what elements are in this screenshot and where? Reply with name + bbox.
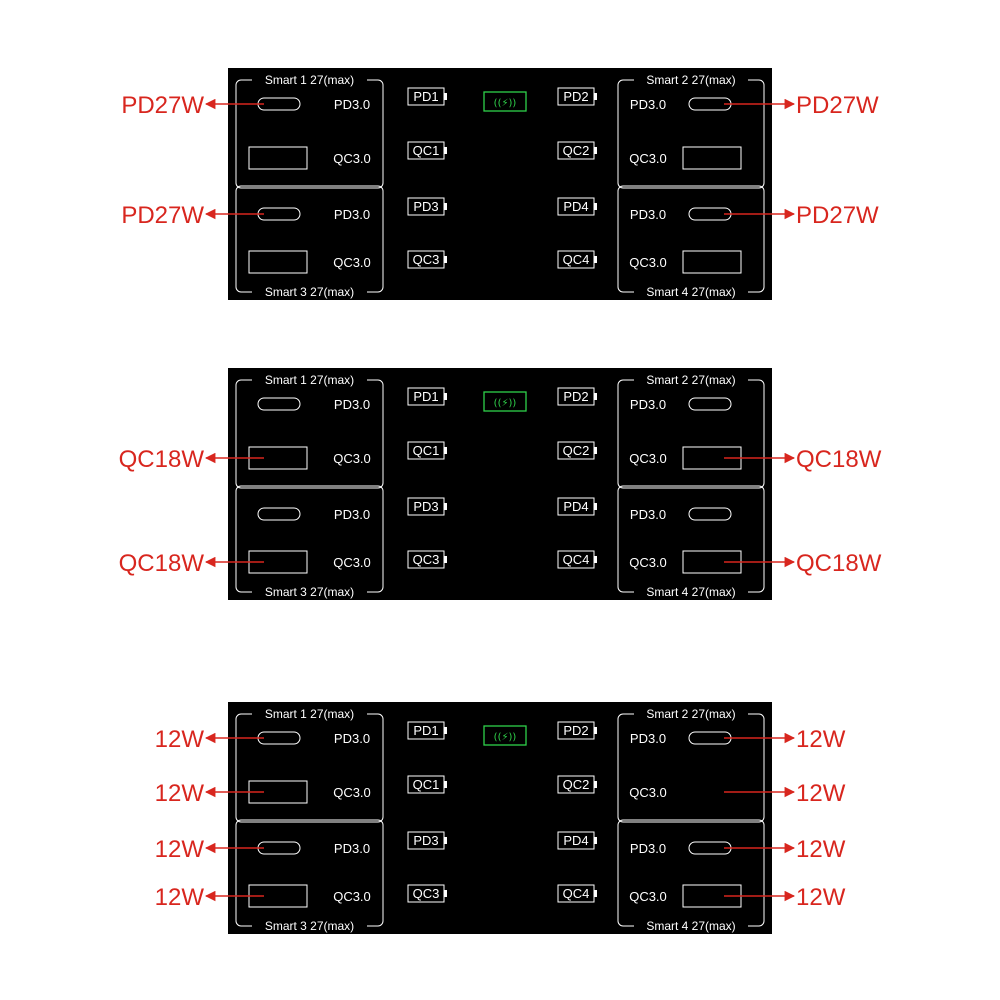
port-label-r2: QC3.0 <box>629 785 667 800</box>
port-label-r2: QC3.0 <box>629 451 667 466</box>
port-label-l3: PD3.0 <box>333 207 371 222</box>
battery-tip <box>594 447 597 454</box>
smart4-label: Smart 4 27(max) <box>646 285 736 299</box>
battery-tip <box>594 837 597 844</box>
indicator-qc1: QC1 <box>412 143 440 158</box>
port-label-r1: PD3.0 <box>629 731 667 746</box>
indicator-pd2: PD2 <box>563 389 589 404</box>
battery-tip <box>594 556 597 563</box>
port-label-l1: PD3.0 <box>333 97 371 112</box>
battery-tip <box>594 890 597 897</box>
battery-tip <box>444 503 447 510</box>
battery-tip <box>444 147 447 154</box>
indicator-qc4: QC4 <box>562 886 590 901</box>
indicator-qc3: QC3 <box>412 552 440 567</box>
battery-tip <box>444 556 447 563</box>
indicator-pd2: PD2 <box>563 89 589 104</box>
panel-2 <box>119 368 882 600</box>
port-label-r2: QC3.0 <box>629 151 667 166</box>
port-label-l4: QC3.0 <box>333 555 371 570</box>
smart3-label: Smart 3 27(max) <box>264 919 355 933</box>
indicator-qc4: QC4 <box>562 552 590 567</box>
indicator-pd1: PD1 <box>413 723 439 738</box>
port-label-l4: QC3.0 <box>333 255 371 270</box>
battery-tip <box>594 93 597 100</box>
port-label-r4: QC3.0 <box>629 889 667 904</box>
port-label-r4: QC3.0 <box>629 555 667 570</box>
indicator-pd2: PD2 <box>563 723 589 738</box>
panel-3 <box>155 702 846 934</box>
battery-tip <box>594 781 597 788</box>
port-label-r3: PD3.0 <box>629 841 667 856</box>
port-label-l2: QC3.0 <box>333 785 371 800</box>
callout-l4: 12W <box>154 884 204 911</box>
battery-tip <box>594 503 597 510</box>
smart3-label: Smart 3 27(max) <box>264 285 355 299</box>
indicator-pd3: PD3 <box>413 499 439 514</box>
callout-r2: 12W <box>796 780 846 807</box>
panel-1 <box>121 68 879 300</box>
indicator-pd4: PD4 <box>563 499 589 514</box>
callout-r1: PD27W <box>796 92 879 119</box>
indicator-qc1: QC1 <box>412 777 440 792</box>
battery-tip <box>444 203 447 210</box>
battery-tip <box>594 256 597 263</box>
callout-r3: 12W <box>796 836 846 863</box>
smart1-label: Smart 1 27(max) <box>264 707 355 721</box>
smart2-label: Smart 2 27(max) <box>646 707 736 721</box>
battery-tip <box>444 781 447 788</box>
battery-tip <box>444 256 447 263</box>
port-label-r3: PD3.0 <box>629 507 667 522</box>
battery-tip <box>444 727 447 734</box>
smart4-label: Smart 4 27(max) <box>646 919 736 933</box>
battery-tip <box>594 147 597 154</box>
battery-tip <box>594 727 597 734</box>
indicator-qc2: QC2 <box>562 143 590 158</box>
callout-r4: 12W <box>796 884 846 911</box>
smart1-label: Smart 1 27(max) <box>264 73 355 87</box>
wireless-symbol: ((⚡)) <box>493 398 517 409</box>
battery-tip <box>444 393 447 400</box>
port-label-r4: QC3.0 <box>629 255 667 270</box>
smart2-label: Smart 2 27(max) <box>646 373 736 387</box>
callout-l2: QC18W <box>118 446 204 473</box>
indicator-qc2: QC2 <box>562 777 590 792</box>
smart2-label: Smart 2 27(max) <box>646 73 736 87</box>
port-label-l4: QC3.0 <box>333 889 371 904</box>
battery-tip <box>594 203 597 210</box>
callout-r1: 12W <box>796 726 846 753</box>
indicator-qc2: QC2 <box>562 443 590 458</box>
battery-tip <box>444 93 447 100</box>
port-label-r1: PD3.0 <box>629 397 667 412</box>
smart4-label: Smart 4 27(max) <box>646 585 736 599</box>
port-label-l3: PD3.0 <box>333 507 371 522</box>
indicator-pd4: PD4 <box>563 199 589 214</box>
indicator-qc1: QC1 <box>412 443 440 458</box>
indicator-pd3: PD3 <box>413 833 439 848</box>
port-label-l3: PD3.0 <box>333 841 371 856</box>
port-label-r3: PD3.0 <box>629 207 667 222</box>
callout-r2: QC18W <box>796 446 882 473</box>
callout-l1: 12W <box>154 726 204 753</box>
callout-r4: QC18W <box>796 550 882 577</box>
battery-tip <box>594 393 597 400</box>
smart1-label: Smart 1 27(max) <box>264 373 355 387</box>
port-label-l1: PD3.0 <box>333 731 371 746</box>
indicator-qc4: QC4 <box>562 252 590 267</box>
indicator-qc3: QC3 <box>412 252 440 267</box>
port-label-l2: QC3.0 <box>333 151 371 166</box>
indicator-pd4: PD4 <box>563 833 589 848</box>
battery-tip <box>444 447 447 454</box>
indicator-pd3: PD3 <box>413 199 439 214</box>
callout-l4: QC18W <box>118 550 204 577</box>
callout-l3: PD27W <box>121 202 204 229</box>
wireless-symbol: ((⚡)) <box>493 732 517 743</box>
battery-tip <box>444 890 447 897</box>
port-label-r1: PD3.0 <box>629 97 667 112</box>
port-label-l2: QC3.0 <box>333 451 371 466</box>
indicator-pd1: PD1 <box>413 89 439 104</box>
indicator-qc3: QC3 <box>412 886 440 901</box>
smart3-label: Smart 3 27(max) <box>264 585 355 599</box>
wireless-symbol: ((⚡)) <box>493 98 517 109</box>
indicator-pd1: PD1 <box>413 389 439 404</box>
callout-r3: PD27W <box>796 202 879 229</box>
battery-tip <box>444 837 447 844</box>
port-label-l1: PD3.0 <box>333 397 371 412</box>
callout-l1: PD27W <box>121 92 204 119</box>
callout-l3: 12W <box>154 836 204 863</box>
callout-l2: 12W <box>154 780 204 807</box>
